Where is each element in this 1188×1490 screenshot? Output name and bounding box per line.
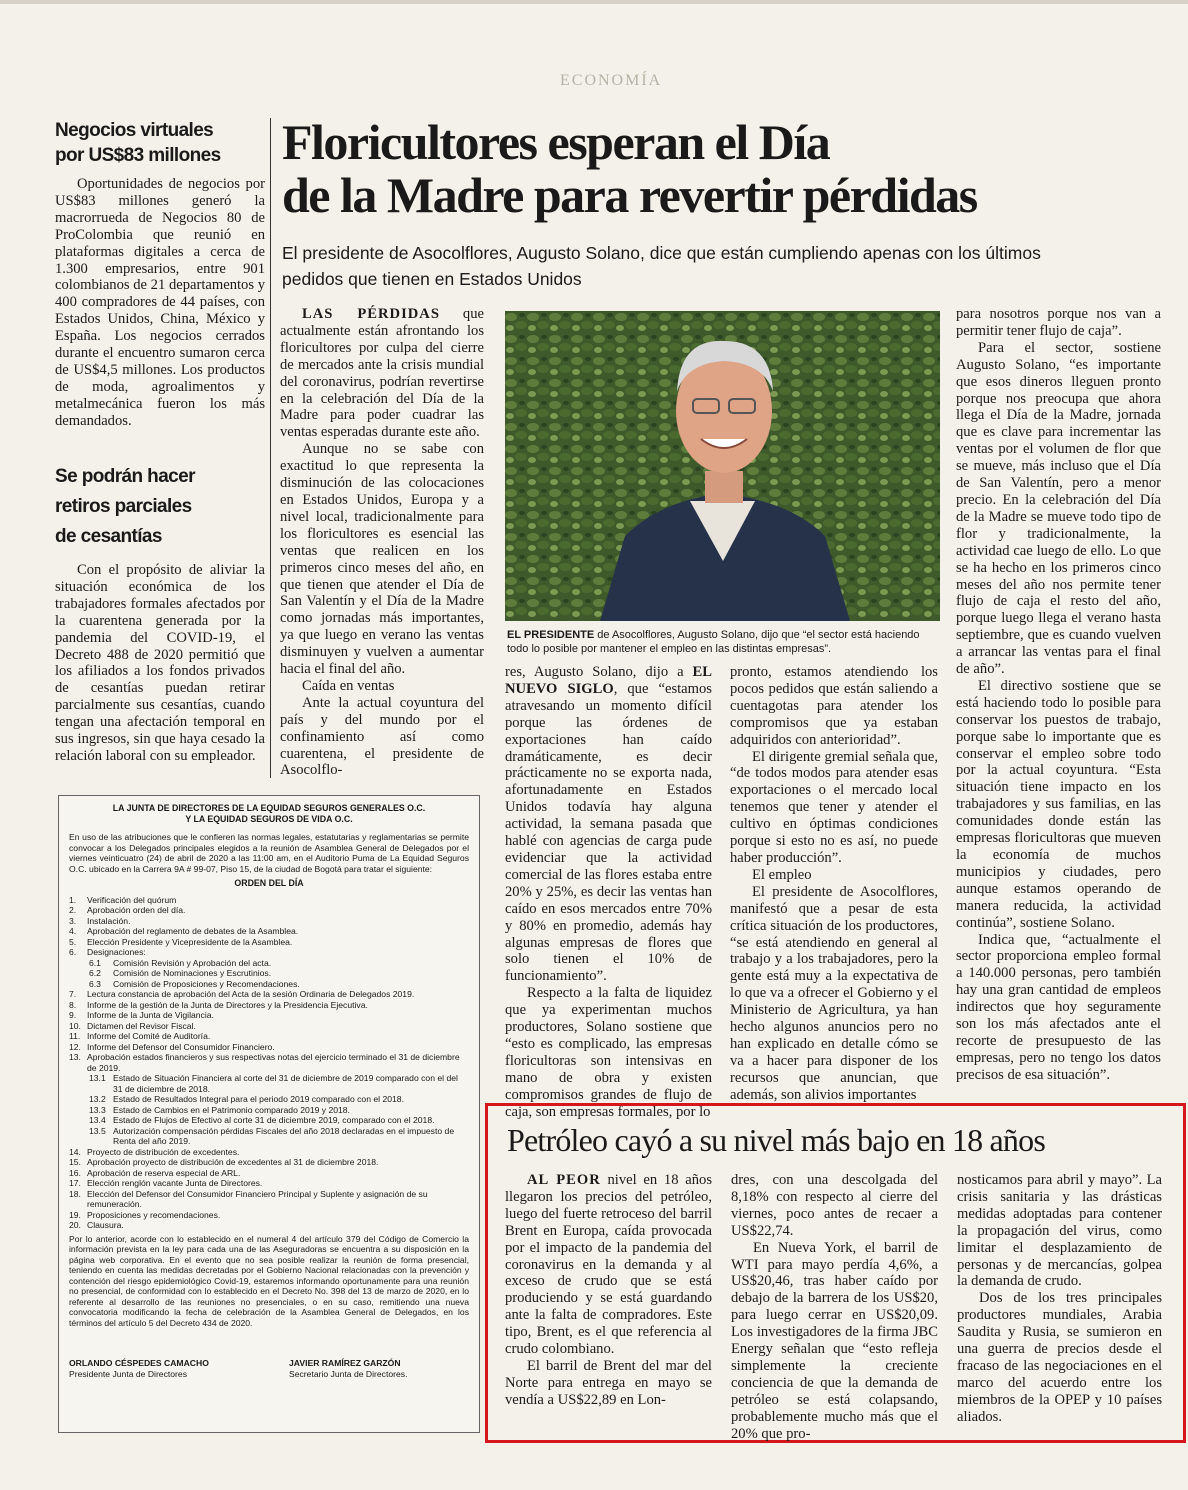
agenda-item xyxy=(69,989,469,1000)
agenda-item-text: Lectura constancia de aprobación del Acta de la sesión Ordinaria de Delegados 2019. xyxy=(87,989,415,999)
notice-title: LA JUNTA DE DIRECTORES DE LA EQUIDAD SEGUROS GENERALES O.C. xyxy=(112,803,426,813)
agenda-item-number: 9. xyxy=(69,1010,77,1020)
caption-lead: EL PRESIDENTE xyxy=(507,629,595,641)
headline-line: retiros parciales xyxy=(55,496,192,517)
agenda-item-number: 7. xyxy=(69,989,77,999)
paragraph: En Nueva York, el barril de WTI para mayo perdía 4,6%, a US$20,46, tras haber caído por debajo de la barrera de los US$20, para luego cerrar en US$20,09. Los investigadores de la firma JBC Energy señalan que “esto refleja simplemente la creciente conciencia de que la demanda de petróleo se está colapsando, probablemente mucho más que el 20% que pro- xyxy=(731,1239,938,1442)
notice-inner xyxy=(59,796,479,1408)
agenda-item xyxy=(69,895,469,906)
agenda-item xyxy=(69,1010,469,1021)
agenda-item-number: 1. xyxy=(69,894,77,905)
agenda-item-number: 13.3 xyxy=(89,1104,106,1115)
headline-line: de cesantías xyxy=(55,526,162,547)
caption-text: de Asocolflores, Augusto Solano, dijo que “el sector está haciendo todo lo posible por mantener el empleo en las distintas empresas”. xyxy=(507,629,920,655)
column-rule xyxy=(270,118,271,778)
paragraph: El directivo sostiene que se está haciendo todo lo posible para conservar los puestos de trabajo, porque sabe lo importante que es conservar el empleo sobre todo por la actual coyuntura. “Esta situación tiene impacto en los trabajadores y sus familias, en las comunidades donde están las empresas floricultoras que mueven la economía de muchos municipios y ciudades, pero aunque estamos operando de manera reducida, la actividad continúa”, sostiene Solano. xyxy=(956,677,1161,931)
paragraph xyxy=(505,664,712,985)
text: que actualmente están afrontando los floricultores por culpa del cierre de mercados ante la crisis mundial del coronavirus, podrían revertirse en la celebración del Día de la Madre para poder cuadrar las ventas esperadas durante este año. xyxy=(280,306,484,441)
agenda-item xyxy=(69,1094,469,1105)
agenda-item-text: Estado de Resultados Integral para el periodo 2019 comparado con el 2018. xyxy=(113,1094,404,1104)
agenda-item xyxy=(69,1115,469,1126)
paragraph: El presidente de Asocolflores, manifestó que a pesar de esta crítica situación de los productores, “se está atendiendo en general al trabajo y a los trabajadores, pero la gente está muy a la expectativa de lo que va a ofrecer el Gobierno y el Ministerio de Agricultura, ya han hecho algunos anuncios pero no han explicado en detalle cómo se va a hacer para disponer de los recursos que anuncian, que además, son alivios importantes xyxy=(730,883,938,1103)
paragraph: Oportunidades de negocios por US$83 millones generó la macrorrueda de Negocios 80 de ProColombia que reunió en plataformas digitales a cerca de 1.300 empresarios, entre 901 colombianos de 21 departamentos y 400 compradores de 44 países, con Estados Unidos, China, México y España. Los negocios cerrados durante el encuentro sumaron cerca de US$4,5 millones. Los productos de moda, agroalimentos y metalmecánica fueron los más demandados. xyxy=(55,176,265,429)
paragraph: Para el sector, sostiene Augusto Solano, “es importante que esos dineros lleguen pronto porque nos preocupa que ahora llega el Día de la Madre, jornada que es clave para incrementar las ventas por el volumen de flor que se mueve, más incluso que el Día de San Valentín, pero a menor precio. En la celebración del Día de la Madre se mueve todo tipo de flor y tradicionalmente, la actividad cae luego de ello. Lo que se ha hecho en los primeros cinco meses del año nos permite tener flujo de caja el resto del año, porque luego llega el verano hasta septiembre, que es cuando vuelven a arrancar las ventas para el final de año”. xyxy=(956,339,1161,678)
paragraph: pronto, estamos atendiendo los pocos pedidos que están saliendo a cuentagotas para atender los compromisos que ya estaban adquiridos con anterioridad”. xyxy=(730,664,938,748)
agenda-item-text: Autorización compensación pérdidas Fiscales del año 2018 declaradas en el impuesto de Renta del año 2019. xyxy=(113,1125,455,1146)
agenda-item xyxy=(69,916,469,927)
main-column-4 xyxy=(956,306,1161,1084)
subhead: El empleo xyxy=(752,866,812,883)
headline-line: Se podrán hacer xyxy=(55,466,195,487)
portrait-photo xyxy=(505,311,940,621)
agenda-item xyxy=(69,1000,469,1011)
subhead: Caída en ventas xyxy=(302,677,395,694)
headline-line: de la Madre para revertir pérdidas xyxy=(282,167,977,223)
paragraph: Respecto a la falta de liquidez que ya experimentan muchos productores, Solano sostiene que “esto es complicado, las empresas floricultoras son intensivas en mano de obra y existen compromisos grandes de flujo de caja, son empresas formales, por lo xyxy=(505,985,712,1120)
paragraph: Ante la actual coyuntura del país y del mundo por el confinamiento así como cuarentena, el presidente de Asocolflo- xyxy=(280,694,484,779)
agenda-item-number: 2. xyxy=(69,905,77,915)
paragraph: Indica que, “actualmente el sector proporciona empleo formal a 140.000 personas, pero también hay una gran cantidad de empleos indirectos que hoy seguramente son los más afectados ante el recorte de presupuesto de las empresas, pero no tengo los datos precisos de esa situación”. xyxy=(956,931,1161,1083)
sidebar-story-2-body xyxy=(55,562,265,765)
agenda-item-text: Clausura. xyxy=(87,1220,124,1230)
agenda-item-text: Estado de Cambios en el Patrimonio comparado 2019 y 2018. xyxy=(113,1104,350,1115)
deck-line: pedidos que tienen en Estados Unidos xyxy=(282,269,582,289)
signer-role: Secretario Junta de Directores. xyxy=(289,1368,408,1379)
agenda-item-text: Comisión de Proposiciones y Recomendaciones. xyxy=(113,978,300,989)
agenda-item xyxy=(69,1021,469,1032)
agenda-item xyxy=(69,1042,469,1053)
signer-role: Presidente Junta de Directores xyxy=(69,1368,187,1379)
agenda-item xyxy=(69,1105,469,1116)
sidebar-story-2-headline xyxy=(55,462,265,552)
agenda-item-number: 5. xyxy=(69,936,77,947)
agenda-item xyxy=(69,905,469,916)
agenda-item xyxy=(69,1220,469,1231)
portrait-photo-illustration xyxy=(505,311,940,621)
agenda-item xyxy=(69,1189,469,1210)
agenda-item-text: Proyecto de distribución de excedentes. xyxy=(87,1146,240,1157)
section-running-head: ECONOMÍA xyxy=(560,72,663,89)
headline-line: Floricultores esperan el Día xyxy=(282,114,830,170)
paragraph xyxy=(505,1172,712,1358)
agenda-item-text: Aprobación proyecto de distribución de excedentes al 31 de diciembre 2018. xyxy=(87,1157,379,1167)
agenda-item-number: 13.5 xyxy=(89,1125,106,1136)
assembly-notice xyxy=(58,795,480,1433)
agenda-item-number: 13.1 xyxy=(89,1073,106,1083)
petroleo-column-3 xyxy=(957,1172,1162,1426)
paragraph: Con el propósito de aliviar la situación económica de los trabajadores formales afectados por la cuarentena generada por la pandemia del COVID-19, el Decreto 488 de 2020 permitió que los afiliados a los fondos privados de cesantías puedan retirar parcialmente sus cesantías, cuando tengan una afectación temporal en sus ingresos, sin que haya cesado la relación laboral con su empleador. xyxy=(55,562,265,764)
paragraph: El barril de Brent del mar del Norte para entrega en mayo se vendía a US$22,89 en Lon- xyxy=(505,1357,712,1408)
agenda-item-text: Aprobación de reserva especial de ARL. xyxy=(87,1167,241,1178)
paragraph: nosticamos para abril y mayo”. La crisis sanitaria y las drásticas medidas adoptadas para contener la propagación del virus, como limitar el desplazamiento de personas y de mercancías, golpea la demanda de crudo. xyxy=(957,1172,1162,1290)
photo-caption xyxy=(507,628,939,656)
agenda-item-text: Estado de Flujos de Efectivo al corte 31 de diciembre 2019, comparado con el 2018. xyxy=(113,1115,435,1125)
agenda-item xyxy=(69,947,469,958)
main-headline xyxy=(282,116,1162,222)
top-rule xyxy=(0,0,1188,4)
paragraph: Dos de los tres principales productores mundiales, Arabia Saudita y Rusia, se sumieron en una guerra de precios desde el fracaso de las negociaciones en el marco del acuerdo entre los miembros de la OPEP y 10 países aliados. xyxy=(957,1290,1162,1425)
agenda-item-text: Comisión de Nominaciones y Escrutinios. xyxy=(113,968,272,978)
agenda-item-text: Proposiciones y recomendaciones. xyxy=(87,1209,221,1220)
agenda-item-text: Informe de la Junta de Vigilancia. xyxy=(87,1010,214,1020)
agenda-item-number: 14. xyxy=(69,1146,81,1157)
agenda-item-number: 12. xyxy=(69,1041,81,1052)
agenda-item-text: Comisión Revisión y Aprobación del acta. xyxy=(113,957,272,968)
agenda-item-text: Aprobación estados financieros y sus respectivas notas del ejercicio terminado el 31 de diciembre de 2019. xyxy=(87,1052,460,1073)
signer-name: ORLANDO CÉSPEDES CAMACHO xyxy=(69,1358,209,1368)
headline-line: Negocios virtuales xyxy=(55,120,214,141)
agenda-item-number: 17. xyxy=(69,1178,81,1188)
agenda-item-number: 13. xyxy=(69,1052,81,1062)
agenda-item xyxy=(69,979,469,990)
agenda-item-number: 15. xyxy=(69,1157,81,1167)
agenda-item-number: 13.4 xyxy=(89,1115,106,1125)
agenda-item-number: 6.2 xyxy=(89,968,101,978)
agenda-item xyxy=(69,937,469,948)
agenda-item xyxy=(69,1126,469,1147)
agenda-item xyxy=(69,1210,469,1221)
agenda-item-number: 6.3 xyxy=(89,978,101,989)
sidebar-story-1-headline xyxy=(55,118,265,168)
agenda-item-text: Elección del Defensor del Consumidor Financiero Principal y Suplente y asignación de su remuneración. xyxy=(87,1188,428,1209)
agenda-item xyxy=(69,1052,469,1073)
agenda-item-text: Elección renglón vacante Junta de Directores. xyxy=(87,1178,263,1188)
agenda-item-number: 4. xyxy=(69,926,77,936)
sidebar-story-1 xyxy=(55,118,265,430)
agenda-item-number: 11. xyxy=(69,1031,81,1041)
paragraph xyxy=(280,306,484,441)
agenda-item-number: 16. xyxy=(69,1167,81,1178)
agenda-item-text: Informe de la gestión de la Junta de Directores y la Presidencia Ejecutiva. xyxy=(87,999,368,1010)
lead-in: LAS PÉRDIDAS xyxy=(302,306,440,322)
agenda-item-number: 3. xyxy=(69,915,77,926)
agenda-item-number: 8. xyxy=(69,999,77,1010)
agenda-item-text: Designaciones: xyxy=(87,947,146,957)
agenda-item xyxy=(69,1168,469,1179)
agenda-item xyxy=(69,1073,469,1094)
paragraph: para nosotros porque nos van a permitir tener flujo de caja”. xyxy=(956,306,1161,339)
agenda-item-text: Estado de Situación Financiera al corte del 31 de diciembre de 2019 comparado con el del 31 de diciembre de 2018. xyxy=(113,1073,458,1094)
main-column-1 xyxy=(280,306,484,779)
agenda-item xyxy=(69,926,469,937)
agenda-item-text: Verificación del quórum xyxy=(87,894,177,905)
agenda-item-number: 18. xyxy=(69,1188,81,1199)
text: , que “estamos atravesando un momento difícil porque las órdenes de exportaciones han caído dramáticamente, es decir prácticamente no se exporta nada, afortunadamente en Estados Unidos todavía hay alguna actividad, la semana pasada que hablé con agencias de carga pude evidenciar que la actividad comercial de las flores estaba entre 20% y 25%, es decir las ventas han caído en esos mercados entre 70% y 80% en promedio, además hay algunas empresas de flores que solo tienen el 10% de funcionamiento”. xyxy=(505,680,712,985)
agenda-item-number: 10. xyxy=(69,1020,81,1031)
agenda-title: ORDEN DEL DÍA xyxy=(234,878,304,888)
agenda-item-text: Aprobación orden del día. xyxy=(87,905,186,915)
agenda-item xyxy=(69,968,469,979)
petroleo-headline: Petróleo cayó a su nivel más bajo en 18 años xyxy=(507,1122,1045,1158)
lead-in: AL PEOR xyxy=(527,1172,601,1188)
petroleo-column-2 xyxy=(731,1172,938,1443)
agenda-item-text: Dictamen del Revisor Fiscal. xyxy=(87,1020,196,1031)
notice-title: Y LA EQUIDAD SEGUROS DE VIDA O.C. xyxy=(185,813,353,824)
agenda-item xyxy=(69,1031,469,1042)
main-deck xyxy=(282,240,1162,292)
main-column-2 xyxy=(505,664,712,1120)
agenda-item-text: Informe del Defensor del Consumidor Financiero. xyxy=(87,1041,275,1052)
sidebar-story-2 xyxy=(55,462,265,765)
text: res, Augusto Solano, dijo a xyxy=(505,664,693,680)
agenda-item-text: Informe del Comité de Auditoría. xyxy=(87,1031,211,1041)
signature-block xyxy=(289,1358,407,1379)
agenda-item xyxy=(69,1147,469,1158)
paragraph: dres, con una descolgada del 8,18% con respecto al cierre del viernes, poco antes de recaer a US$22,74. xyxy=(731,1172,938,1239)
agenda-item-text: Elección Presidente y Vicepresidente de la Asamblea. xyxy=(87,936,293,947)
agenda-item-number: 6. xyxy=(69,947,77,957)
main-column-3 xyxy=(730,664,938,1104)
paragraph: El dirigente gremial señala que, “de todos modos para atender esas exportaciones o el mercado local tenemos que tener y atender el cultivo en óptimas condiciones porque si esto no es así, no puede haber producción”. xyxy=(730,748,938,866)
headline-line: por US$83 millones xyxy=(55,145,221,166)
notice-intro: En uso de las atribuciones que le confieren las normas legales, estatutarias y reglamentarias se permite convocar a los Delegados principales elegidos a la reunión de Asamblea General de Delegados por el viernes veinticuatro (24) de abril de 2020 a las 11:00 am, en el Auditorio Puma de La Equidad Seguros O.C. ubicado en la Carrera 9A # 99-07, Piso 15, de la ciudad de Bogotá para tratar el siguiente: xyxy=(69,832,469,874)
text: nivel en 18 años llegaron los precios del petróleo, luego del fuerte retroceso del barril Brent en Europa, caída provocada por el impacto de la pandemia del coronavirus en la demanda y al exceso de crudo que se está produciendo y se está guardando ante la falta de compradores. Este tipo, Brent, es el que referencia al crudo colombiano. xyxy=(505,1172,712,1358)
signer-name: JAVIER RAMÍREZ GARZÓN xyxy=(289,1358,401,1368)
agenda-item-number: 6.1 xyxy=(89,957,101,968)
paragraph: Aunque no se sabe con exactitud lo que representa la disminución de las colocaciones en Estados Unidos, Europa y a nivel local, tradicionalmente para los floricultores es esencial las ventas que realicen en los primeros cinco meses del año, en que tienen que atender el Día de San Valentín y el Día de la Madre como jornadas más importantes, ya que luego en verano las ventas disminuyen y vuelven a aumentar hacia el final del año. xyxy=(280,441,484,678)
sidebar-story-1-body xyxy=(55,176,265,430)
signature-block xyxy=(69,1358,209,1379)
petroleo-column-1 xyxy=(505,1172,712,1409)
agenda-item xyxy=(69,1178,469,1189)
agenda-item-number: 20. xyxy=(69,1220,81,1230)
agenda-list xyxy=(69,895,469,1231)
agenda-item-number: 13.2 xyxy=(89,1094,106,1104)
agenda-item-text: Instalación. xyxy=(87,915,131,926)
signatures xyxy=(69,1358,469,1408)
agenda-item xyxy=(69,958,469,969)
newspaper-name: EL NUEVO SIGLO xyxy=(505,664,712,697)
agenda-item-number: 19. xyxy=(69,1209,81,1220)
agenda-item xyxy=(69,1157,469,1168)
deck-line: El presidente de Asocolflores, Augusto Solano, dice que están cumpliendo apenas con los últimos xyxy=(282,243,1041,263)
agenda-item-text: Aprobación del reglamento de debates de la Asamblea. xyxy=(87,926,299,936)
notice-closing: Por lo anterior, acorde con lo establecido en el numeral 4 del artículo 379 del Código de Comercio la información prevista en la ley para cada una de las Aseguradoras se encuentra a su disposición en la página web corporativa. En el evento que no sea posible realizar la reunión de forma presencial, teniendo en cuenta las medidas decretadas por el Gobierno Nacional relacionadas con la prevención y contención del riesgo epidemiológico Covid-19, estaremos informando oportunamente para una reunión no presencial, de conformidad con lo establecido en el Decreto No. 398 del 13 de marzo de 2020, en lo referente al desarrollo de las reuniones no presenciales, o en su caso, remitiendo una nueva convocatoria modificando la fecha de celebración de la Asamblea General de Delegados, en los términos del artículo 5 del Decreto 434 de 2020. xyxy=(69,1233,469,1328)
